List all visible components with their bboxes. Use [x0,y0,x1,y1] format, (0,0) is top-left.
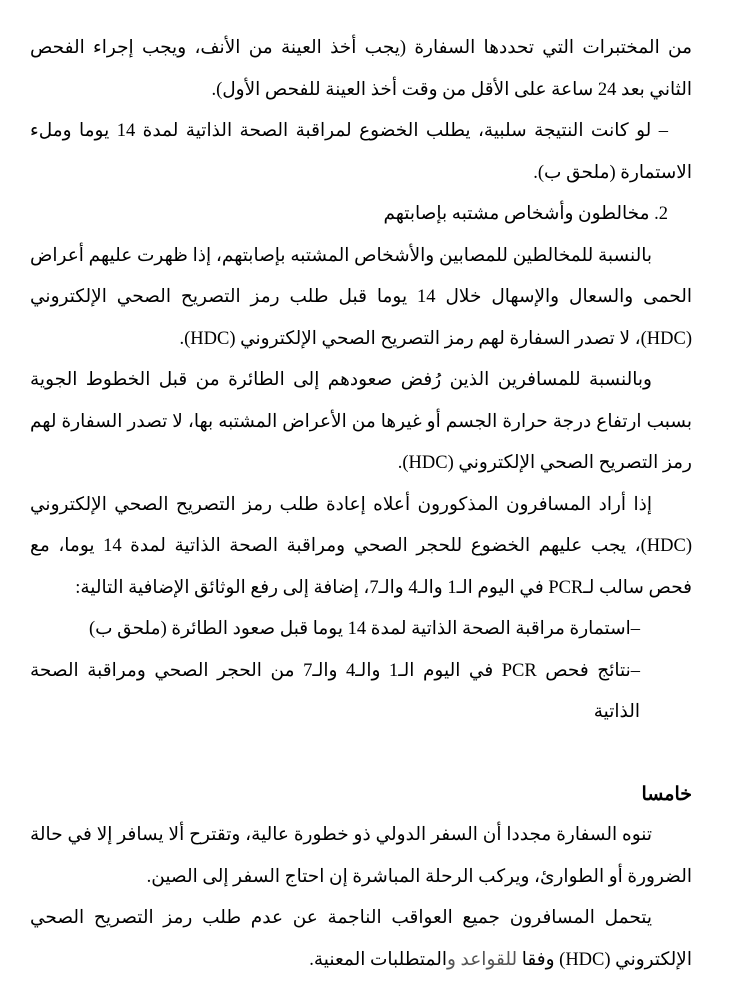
document-page [30,28,692,981]
responsibility-rules-text: للقواعد و [447,949,518,970]
responsibility-text: يتحمل المسافرون جميع العواقب الناجمة عن عدم طلب رمز التصريح الصحي الإلكتروني (HDC) وفقا [30,908,692,970]
list-item-pcr-results: –نتائج فحص PCR في اليوم الـ1 والـ4 والـ7 من الحجر الصحي ومراقبة الصحة الذاتية [30,660,640,722]
paragraph-negative-result: – لو كانت النتيجة سلبية، يطلب الخضوع لمراقبة الصحة الذاتية لمدة 14 يوما وملء الاستمارة (ملحق ب). [30,121,692,183]
paragraph-denied-boarding: وبالنسبة للمسافرين الذين رُفض صعودهم إلى الطائرة من قبل الخطوط الجوية بسبب ارتفاع درجة حرارة الجسم أو غيرها من الأعراض المشتبه بها، لا تصدر السفارة لهم رمز التصريح الصحي الإلكتروني (HDC). [30,370,692,473]
paragraph-sample-requirements: من المختبرات التي تحددها السفارة (يجب أخذ العينة من الأنف، ويجب إجراء الفحص الثاني بعد 24 ساعة على الأقل من وقت أخذ العينة للفحص الأول). [30,38,692,100]
section-title-contacts: 2. مخالطون وأشخاص مشتبه بإصابتهم [383,204,668,224]
section-heading-fifth: خامسا [641,783,692,805]
list-item-self-monitoring-form: –استمارة مراقبة الصحة الذاتية لمدة 14 يوما قبل صعود الطائرة (ملحق ب) [88,619,640,639]
paragraph-contacts: بالنسبة للمخالطين للمصابين والأشخاص المشتبه بإصابتهم، إذا ظهرت عليهم أعراض الحمى والسعال والإسهال خلال 14 يوما قبل طلب رمز التصريح الصحي الإلكتروني (HDC)، لا تصدر السفارة لهم رمز التصريح الصحي الإلكتروني (HDC). [30,245,692,349]
paragraph-reapply: إذا أراد المسافرون المذكورون أعلاه إعادة طلب رمز التصريح الصحي الإلكتروني (HDC)، يجب عليهم الخضوع للحجر الصحي ومراقبة الصحة الذاتية لمدة 14 يوما، مع فحص سالب لـPCR في اليوم الـ1 والـ4 والـ7، إضافة إلى رفع الوثائق الإضافية التالية: [30,494,692,598]
paragraph-travel-warning: تنوه السفارة مجددا أن السفر الدولي ذو خطورة عالية، وتقترح ألا يسافر إلا في حالة الضرورة أو الطوارئ، ويركب الرحلة المباشرة إن احتاج السفر إلى الصين. [30,825,692,887]
paragraph-responsibility [30,898,692,981]
responsibility-end-text: المتطلبات المعنية. [309,949,447,970]
section-gap [30,734,692,774]
